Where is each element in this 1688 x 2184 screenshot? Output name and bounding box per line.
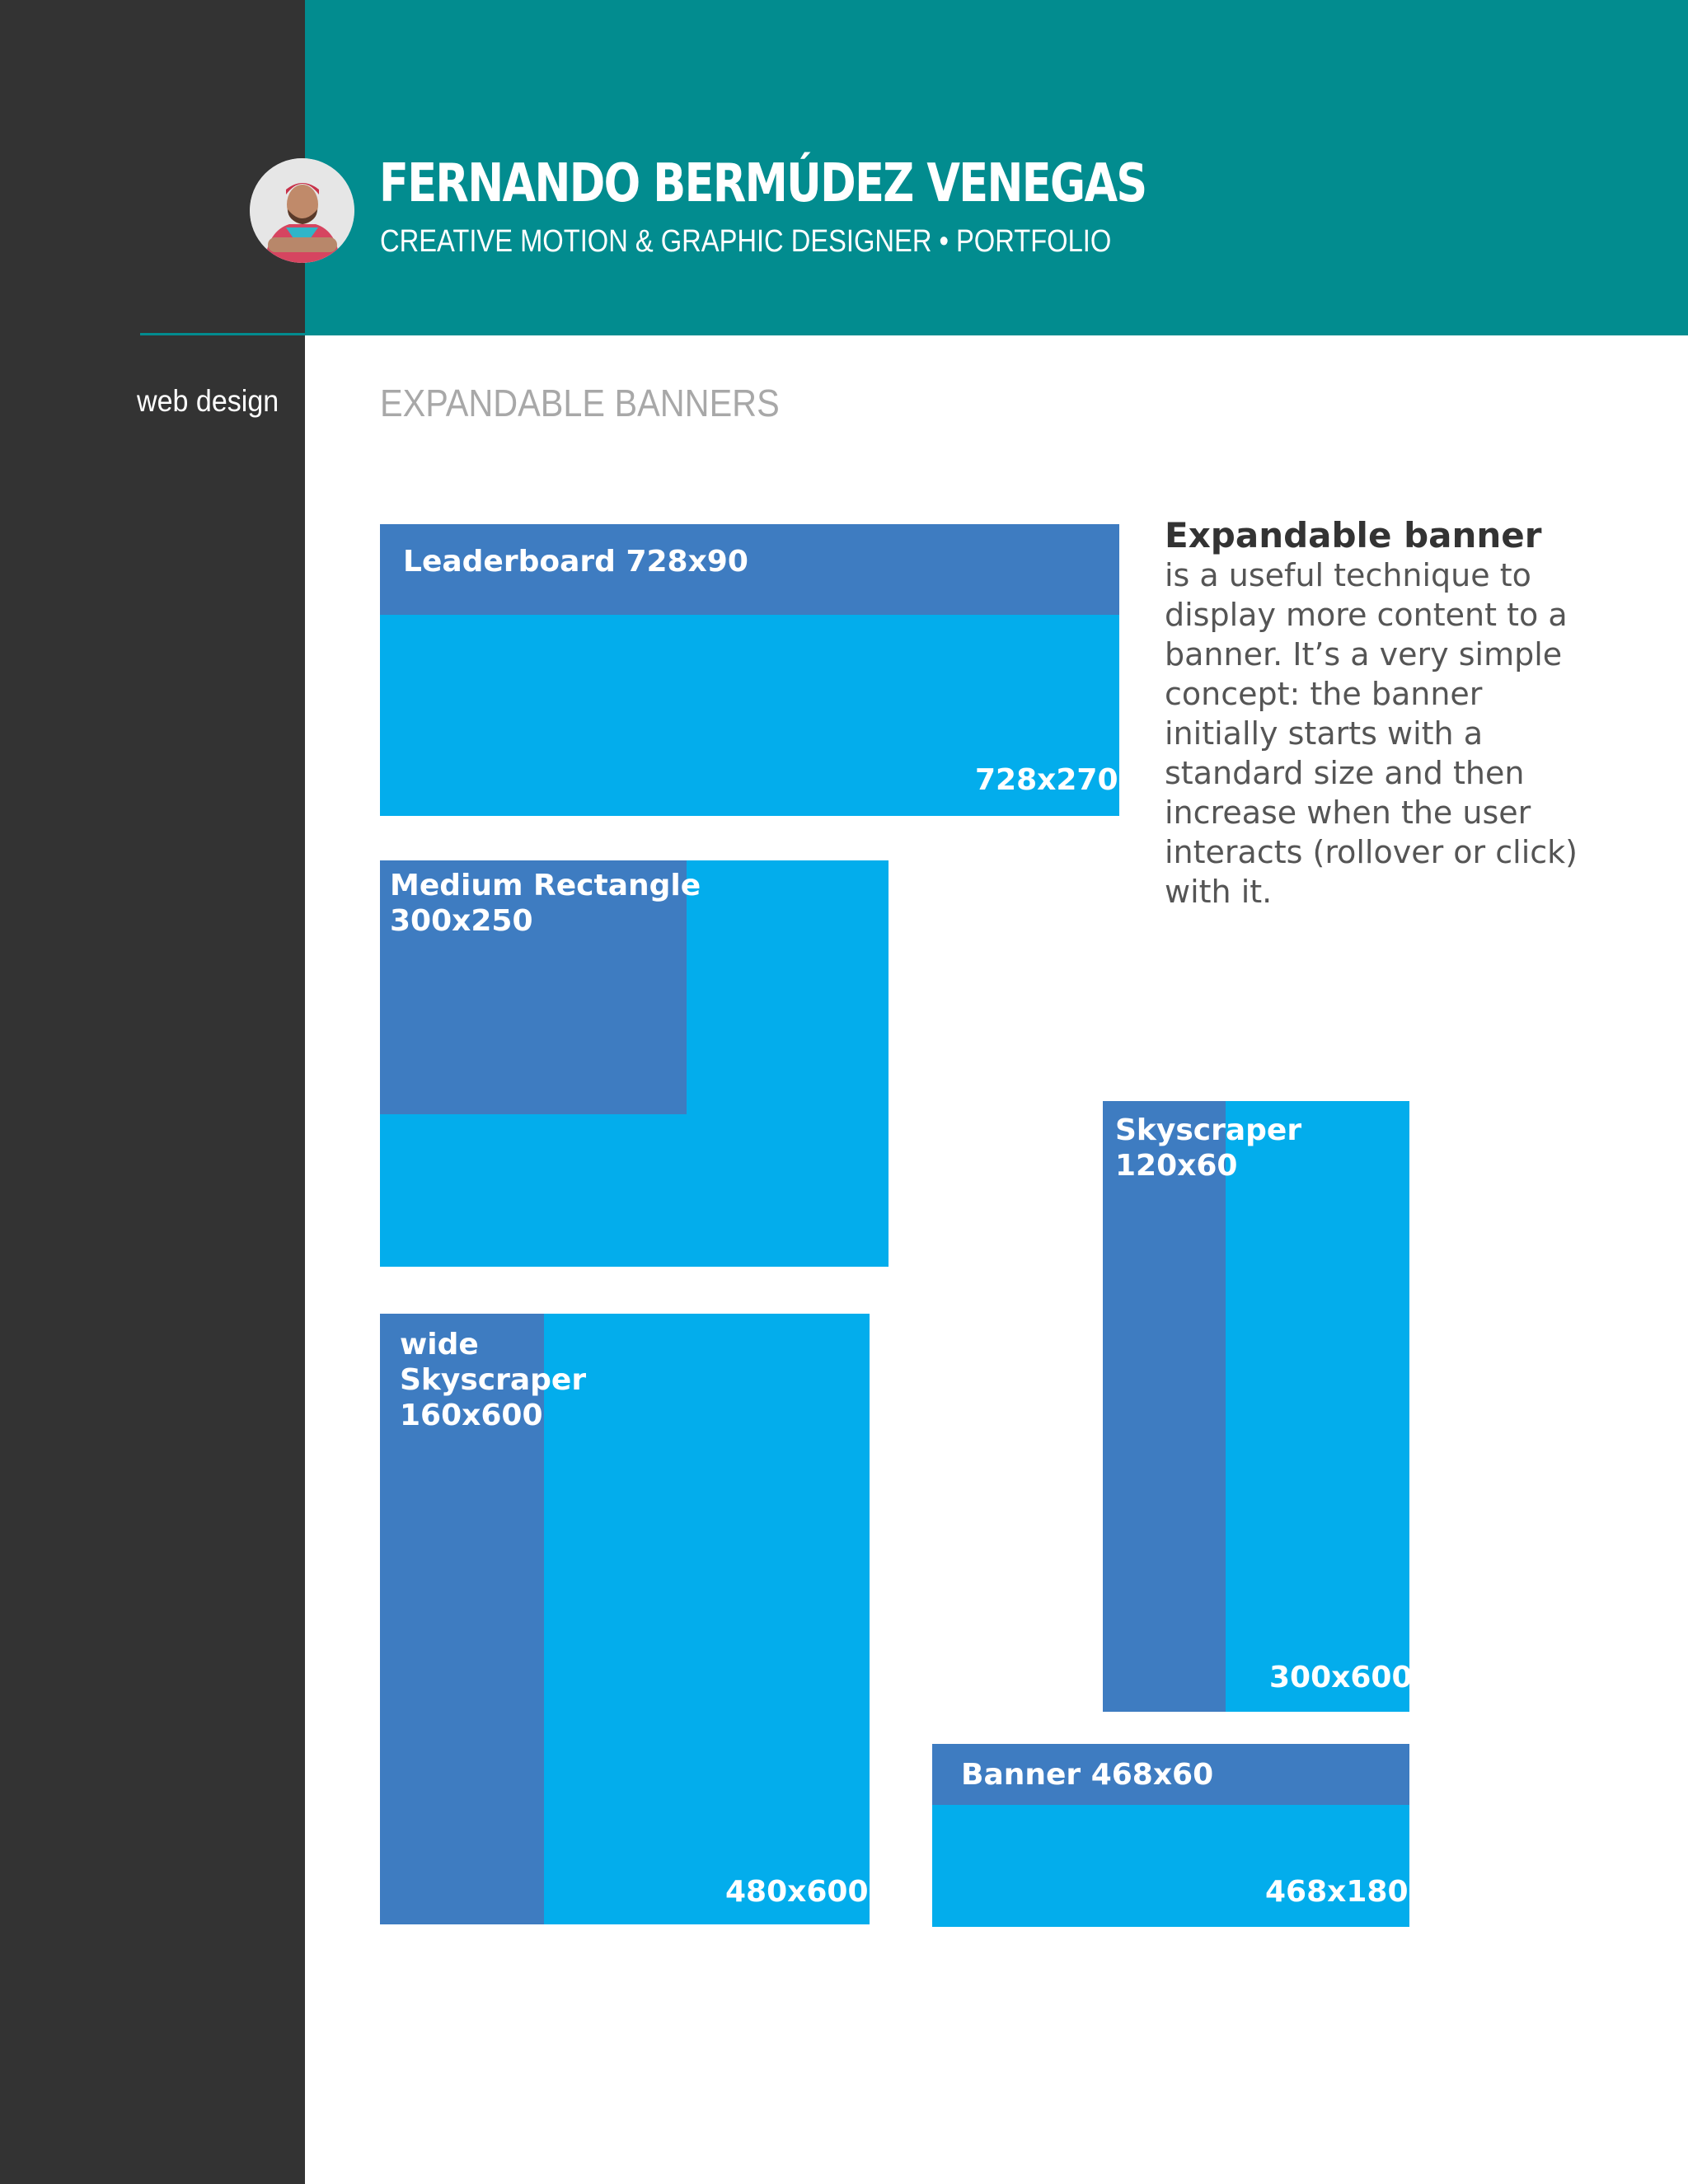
- description-heading: Expandable banner: [1165, 515, 1542, 555]
- banner-expanded-size: 468x180: [1265, 1875, 1409, 1909]
- designer-subtitle: CREATIVE MOTION & GRAPHIC DESIGNER • PORTFOLIO: [380, 224, 1112, 259]
- sidebar-accent-line: [140, 333, 305, 335]
- medium-rectangle-label-2: 300x250: [390, 904, 533, 938]
- section-title: EXPANDABLE BANNERS: [380, 382, 780, 424]
- skyscraper-collapsed: [1103, 1101, 1226, 1712]
- skyscraper-label-2: 120x60: [1115, 1149, 1238, 1183]
- avatar: [250, 158, 354, 263]
- sidebar-item-web-design[interactable]: web design: [137, 384, 279, 418]
- medium-rectangle-label-1: Medium Rectangle: [390, 869, 701, 902]
- description-body: is a useful technique to display more content to a banner. It’s a very simple concept: the banner initially starts with a standard size and then increase when the user interacts (rollover or click) with it.: [1165, 557, 1578, 910]
- leaderboard-expanded-size: 728x270: [975, 763, 1118, 797]
- leaderboard-label: Leaderboard 728x90: [403, 545, 748, 579]
- wide-skyscraper-label-2: Skyscraper: [400, 1363, 587, 1397]
- wide-skyscraper-expanded-size: 480x600: [725, 1875, 869, 1909]
- avatar-portrait-icon: [250, 158, 354, 263]
- sidebar: [0, 0, 305, 2184]
- wide-skyscraper-label-1: wide: [400, 1328, 479, 1361]
- skyscraper-label-1: Skyscraper: [1115, 1113, 1302, 1147]
- banner-label: Banner 468x60: [961, 1758, 1214, 1792]
- wide-skyscraper-label-3: 160x600: [400, 1399, 543, 1432]
- skyscraper-expanded-size: 300x600: [1269, 1661, 1413, 1694]
- designer-name: FERNANDO BERMÚDEZ VENEGAS: [379, 153, 1146, 214]
- description: [1165, 516, 1593, 912]
